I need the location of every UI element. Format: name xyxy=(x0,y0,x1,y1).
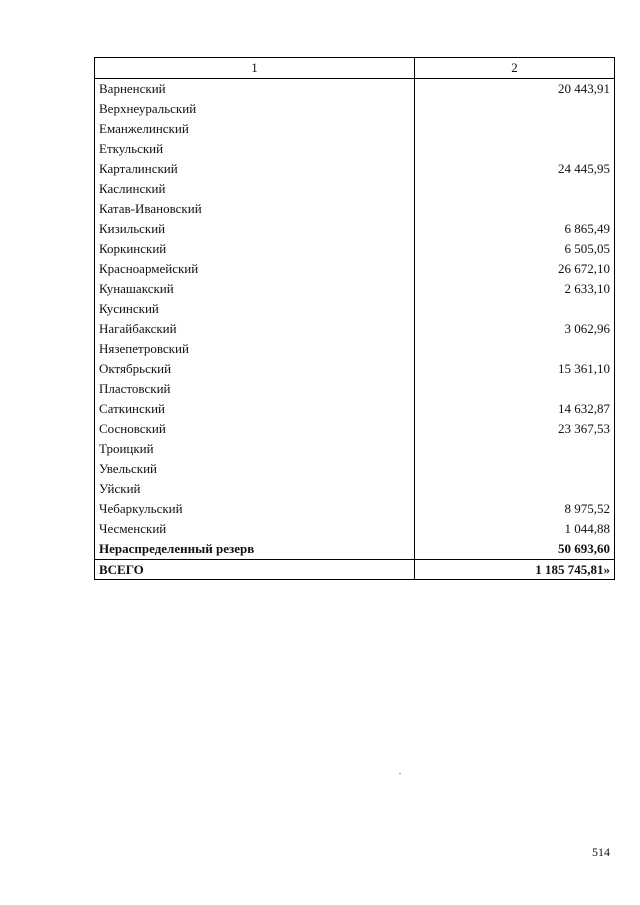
table-row xyxy=(95,179,614,199)
header-col2: 2 xyxy=(511,60,518,75)
district-value xyxy=(415,339,614,359)
district-name: Кизильский xyxy=(95,219,415,239)
district-value: 1 044,88 xyxy=(564,521,610,536)
total-label: ВСЕГО xyxy=(95,560,415,579)
total-row xyxy=(95,559,614,579)
district-value: 15 361,10 xyxy=(558,361,610,376)
budget-table xyxy=(94,57,615,580)
district-value xyxy=(415,99,614,119)
table-row xyxy=(95,299,614,319)
district-value: 23 367,53 xyxy=(558,421,610,436)
table-row xyxy=(95,499,614,519)
district-value xyxy=(415,479,614,499)
district-value xyxy=(415,179,614,199)
district-name: Чесменский xyxy=(95,519,415,539)
district-name: Октябрьский xyxy=(95,359,415,379)
district-value xyxy=(415,299,614,319)
district-value xyxy=(415,139,614,159)
table-row xyxy=(95,419,614,439)
table-row xyxy=(95,239,614,259)
district-name: Чебаркульский xyxy=(95,499,415,519)
district-name: Уйский xyxy=(95,479,415,499)
district-name: Саткинский xyxy=(95,399,415,419)
district-value xyxy=(415,439,614,459)
district-name: Сосновский xyxy=(95,419,415,439)
district-value: 26 672,10 xyxy=(558,261,610,276)
district-name: Каслинский xyxy=(95,179,415,199)
scan-speck xyxy=(399,773,401,774)
district-value: 6 865,49 xyxy=(564,221,610,236)
table-body xyxy=(95,79,614,539)
table-row xyxy=(95,519,614,539)
district-value: 3 062,96 xyxy=(564,321,610,336)
table-row xyxy=(95,339,614,359)
table-row xyxy=(95,279,614,299)
district-value: 2 633,10 xyxy=(564,281,610,296)
district-name: Катав-Ивановский xyxy=(95,199,415,219)
table-row xyxy=(95,459,614,479)
table-row xyxy=(95,119,614,139)
district-value: 14 632,87 xyxy=(558,401,610,416)
district-name: Верхнеуральский xyxy=(95,99,415,119)
reserve-row xyxy=(95,539,614,559)
district-name: Пластовский xyxy=(95,379,415,399)
district-name: Нязепетровский xyxy=(95,339,415,359)
district-value xyxy=(415,199,614,219)
total-value: 1 185 745,81» xyxy=(535,562,610,577)
table-row xyxy=(95,379,614,399)
table-row xyxy=(95,199,614,219)
header-col1: 1 xyxy=(95,58,415,78)
reserve-value: 50 693,60 xyxy=(558,541,610,556)
district-value: 24 445,95 xyxy=(558,161,610,176)
district-name: Карталинский xyxy=(95,159,415,179)
district-name: Троицкий xyxy=(95,439,415,459)
table-row xyxy=(95,219,614,239)
table-row xyxy=(95,139,614,159)
district-name: Коркинский xyxy=(95,239,415,259)
district-value: 20 443,91 xyxy=(558,81,610,96)
table-header xyxy=(95,58,614,79)
table-row xyxy=(95,319,614,339)
district-name: Варненский xyxy=(95,79,415,99)
district-name: Красноармейский xyxy=(95,259,415,279)
table-row xyxy=(95,399,614,419)
district-name: Нагайбакский xyxy=(95,319,415,339)
page-number: 514 xyxy=(592,845,610,859)
table-row xyxy=(95,79,614,99)
table-row xyxy=(95,99,614,119)
district-name: Еткульский xyxy=(95,139,415,159)
table-row xyxy=(95,479,614,499)
reserve-label: Нераспределенный резерв xyxy=(95,539,415,559)
district-value: 6 505,05 xyxy=(564,241,610,256)
district-value: 8 975,52 xyxy=(564,501,610,516)
table-row xyxy=(95,159,614,179)
district-value xyxy=(415,379,614,399)
district-name: Увельский xyxy=(95,459,415,479)
table-row xyxy=(95,359,614,379)
district-name: Кусинский xyxy=(95,299,415,319)
district-value xyxy=(415,459,614,479)
district-value xyxy=(415,119,614,139)
district-name: Еманжелинский xyxy=(95,119,415,139)
table-row xyxy=(95,439,614,459)
district-name: Кунашакский xyxy=(95,279,415,299)
table-row xyxy=(95,259,614,279)
